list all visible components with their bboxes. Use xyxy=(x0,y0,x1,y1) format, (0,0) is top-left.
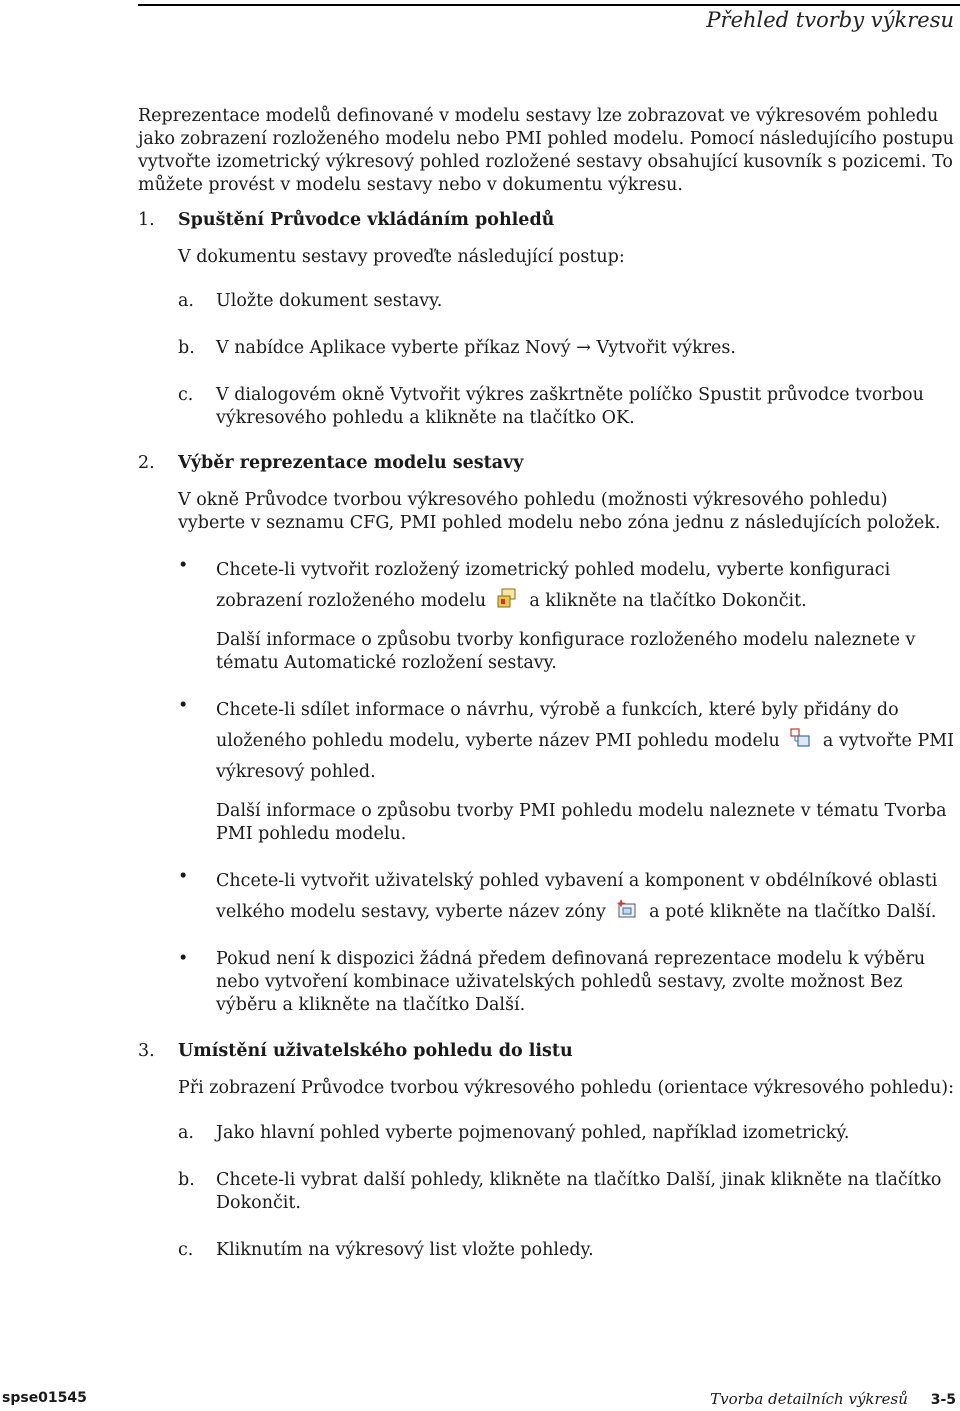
step-3-sub-a xyxy=(178,1122,956,1145)
document-id: spse01545 xyxy=(2,1390,87,1406)
sub-letter: b. xyxy=(178,338,195,358)
bullet-item xyxy=(178,948,956,1017)
bullet-mark: • xyxy=(178,696,189,716)
step-1-sub-a xyxy=(178,290,956,313)
step-2-text: V okně Průvodce tvorbou výkresového pohledu (možnosti výkresového pohledu) vyberte v seznamu CFG, PMI pohled modelu nebo zóna jednu z následujících položek. xyxy=(178,490,941,533)
exploded-config-icon xyxy=(496,587,518,609)
pmi-model-view-icon xyxy=(789,727,811,749)
bullet-text: Chcete-li vytvořit uživatelský pohled vybavení a komponent v obdélníkové oblasti velkého modelu sestavy, vyberte název zóny xyxy=(216,871,938,922)
header-rule xyxy=(138,4,960,6)
bullet-note: Další informace o způsobu tvorby PMI pohledu modelu naleznete v tématu Tvorba PMI pohledu modelu. xyxy=(216,801,947,844)
sub-letter: c. xyxy=(178,1240,194,1260)
step-3-text: Při zobrazení Průvodce tvorbou výkresového pohledu (orientace výkresového pohledu): xyxy=(178,1078,954,1098)
sub-letter: b. xyxy=(178,1170,195,1190)
bullet-mark: • xyxy=(178,867,189,887)
bullet-item xyxy=(178,695,956,846)
step-3-sub-c xyxy=(178,1239,956,1262)
page-body xyxy=(138,105,956,1262)
step-1-sub-c xyxy=(178,384,956,430)
sub-text: V nabídce Aplikace vyberte příkaz Nový → Vytvořit výkres. xyxy=(216,338,736,358)
sub-text: Kliknutím na výkresový list vložte pohledy. xyxy=(216,1240,594,1260)
bullet-text: a vytvořte PMI výkresový pohled. xyxy=(216,731,955,782)
sub-letter: c. xyxy=(178,385,194,405)
page-footer xyxy=(0,1390,960,1410)
running-header-title: Přehled tvorby výkresu xyxy=(706,8,954,32)
step-1-text: V dokumentu sestavy proveďte následující postup: xyxy=(178,247,625,267)
step-3-heading xyxy=(138,1040,956,1063)
sub-letter: a. xyxy=(178,291,194,311)
bullet-mark: • xyxy=(178,556,189,576)
bullet-mark: • xyxy=(178,949,189,969)
book-title: Tvorba detailních výkresů xyxy=(710,1390,908,1408)
bullet-note: Další informace o způsobu tvorby konfigurace rozloženého modelu naleznete v tématu Automatické rozložení sestavy. xyxy=(216,630,916,673)
intro-paragraph: Reprezentace modelů definované v modelu sestavy lze zobrazovat ve výkresovém pohledu jako zobrazení rozloženého modelu nebo PMI pohled modelu. Pomocí následujícího postupu vytvořte izometrický výkresový pohled rozložené sestavy obsahující kusovník s pozicemi. To můžete provést v modelu sestavy nebo v dokumentu výkresu. xyxy=(138,106,954,195)
sub-text: Uložte dokument sestavy. xyxy=(216,291,443,311)
bullet-item xyxy=(178,555,956,675)
page-number: 3-5 xyxy=(930,1392,956,1408)
sub-letter: a. xyxy=(178,1123,194,1143)
step-1-heading xyxy=(138,209,956,232)
bullet-text: Chcete-li vytvořit rozložený izometrický pohled modelu, vyberte konfiguraci zobrazení rozloženého modelu xyxy=(216,560,891,611)
step-number: 3. xyxy=(138,1041,155,1061)
bullet-text: Chcete-li sdílet informace o návrhu, výrobě a funkcích, které byly přidány do uloženého pohledu modelu, vyberte název PMI pohledu modelu xyxy=(216,700,899,751)
sub-text: Jako hlavní pohled vyberte pojmenovaný pohled, například izometrický. xyxy=(216,1123,850,1143)
step-1-sub-b xyxy=(178,337,956,360)
bullet-text: Pokud není k dispozici žádná předem definovaná reprezentace modelu k výběru nebo vytvoření kombinace uživatelských pohledů sestavy, zvolte možnost Bez výběru a klikněte na tlačítko Další. xyxy=(216,949,926,1015)
step-2-heading xyxy=(138,452,956,475)
step-number: 2. xyxy=(138,453,155,473)
sub-text: Chcete-li vybrat další pohledy, klikněte na tlačítko Další, jinak klikněte na tlačítko Dokončit. xyxy=(216,1170,942,1213)
zone-icon xyxy=(616,898,638,920)
step-title: Umístění uživatelského pohledu do listu xyxy=(178,1041,573,1061)
step-title: Výběr reprezentace modelu sestavy xyxy=(178,453,524,473)
step-3-sub-b xyxy=(178,1169,956,1215)
bullet-text: a poté klikněte na tlačítko Další. xyxy=(649,902,937,922)
step-number: 1. xyxy=(138,210,155,230)
step-title: Spuštění Průvodce vkládáním pohledů xyxy=(178,210,555,230)
bullet-item xyxy=(178,866,956,928)
bullet-text: a klikněte na tlačítko Dokončit. xyxy=(529,591,807,611)
sub-text: V dialogovém okně Vytvořit výkres zaškrtněte políčko Spustit průvodce tvorbou výkresového pohledu a klikněte na tlačítko OK. xyxy=(216,385,924,428)
